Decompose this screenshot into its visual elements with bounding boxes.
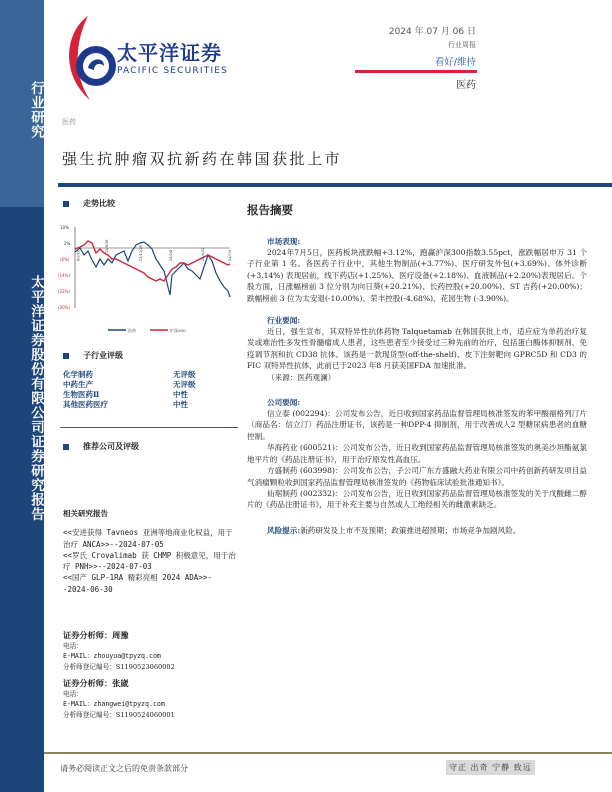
recommend-heading: 推荐公司及评级	[63, 441, 139, 452]
analyst-name: 证券分析师：张崴	[63, 678, 129, 688]
analyst-reg-number: 分析师登记编号：S1190523060002	[63, 662, 175, 671]
sidebar-category-label: 行业研究	[28, 81, 44, 139]
svg-text:医药: 医药	[128, 328, 136, 333]
svg-text:2%: 2%	[64, 241, 71, 246]
svg-text:23/11/28: 23/11/28	[139, 245, 143, 261]
sidebar	[0, 0, 44, 792]
risk-label: 风险提示:	[267, 525, 301, 535]
svg-text:24/7/4: 24/7/4	[228, 249, 232, 261]
table-row: 生物医药Ⅱ 中性	[63, 390, 188, 399]
related-report-link[interactable]: <<国产 GLP-1RA 精彩亮相 2024 ADA>>--2024-06-30	[63, 573, 212, 594]
analyst-card	[63, 677, 238, 720]
sector-label: 医药	[456, 80, 476, 91]
title-divider	[58, 183, 612, 187]
table-row: 其他医药医疗 中性	[63, 400, 188, 409]
square-bullet-icon	[63, 201, 69, 207]
page-title: 强生抗肿瘤双抗新药在韩国获批上市	[62, 150, 343, 168]
logo-chinese-name: 太平洋证券	[117, 41, 222, 65]
report-summary	[247, 202, 587, 536]
table-row: 化学制药 无评级	[63, 370, 196, 379]
svg-text:24/4/22: 24/4/22	[201, 247, 205, 261]
analyst-email[interactable]: E-MAIL：zhouyua@tpyzq.com	[63, 652, 161, 661]
industry-news-paragraph: 近日，强生宣布，其双特异性抗体药物 Talquetamab 在韩国获批上市，适应症为单药治疗复发或难治性多发性骨髓瘤成人患者，这些患者至少接受过三种先前的治疗，包括蛋白酶体抑制剂、免疫调节剂和抗 CD38 抗体。该药是一款现货型(off-the-shelf)、皮下注射靶向 GPRC5D 和 CD3 的FIC 双特异性抗体，此前已于2023 年8 月获美国FDA 加速批准。	[247, 327, 587, 371]
analyst-phone: 电话：	[63, 690, 83, 698]
analyst-phone: 电话：	[63, 642, 83, 650]
svg-text:23/9/16: 23/9/16	[105, 239, 109, 253]
breadcrumb: 医药	[62, 118, 76, 126]
svg-text:23/7/6: 23/7/6	[76, 250, 80, 262]
industry-rating: 看好/维持	[434, 57, 476, 68]
svg-text:(14%): (14%)	[58, 273, 71, 278]
analyst-reg-number: 分析师登记编号：S1190524060001	[63, 710, 175, 719]
square-bullet-icon	[63, 353, 69, 359]
footer-divider	[44, 752, 612, 754]
related-heading: 相关研究报告	[63, 509, 108, 518]
company-news-paragraph: 仙琚制药 (002332)：公司发布公告，近日收到国家药品监督管理局核准签发的关于戊酸雌二醇片的《药品注册证书》，用于补充主要与自然或人工绝经相关的雌激素缺乏。	[247, 488, 587, 510]
news-source: （来源：医药观澜）	[267, 372, 336, 382]
header-divider	[355, 70, 477, 73]
risk-text: 新药研发及上市不及预期；政策推进超预期；市场竞争加剧风险。	[300, 525, 521, 535]
related-report-link[interactable]: <<罗氏 Crovalimab 获 CHMP 积极意见，用于治疗 PNH>>--2024-07-03	[63, 550, 236, 572]
summary-heading: 报告摘要	[247, 203, 293, 217]
related-reports	[63, 508, 238, 595]
trend-chart	[58, 215, 238, 340]
table-divider	[60, 427, 238, 428]
svg-text:10%: 10%	[60, 225, 69, 230]
company-news-paragraph: 方盛制药 (603998)：公司发布公告，子公司广东方盛融大药业有限公司中药创新药研发项目益气消瘤颗粒收到国家药品监督管理局核准签发的《药物临床试验批准通知书》。	[247, 466, 587, 487]
analyst-email[interactable]: E-MAIL：zhangwei@tpyzq.com	[63, 700, 165, 709]
svg-text:(6%): (6%)	[60, 257, 70, 262]
related-report-link[interactable]: <<安进获得 Tavneos 亚洲等地商业化权益，用于治疗 ANCA>>--2024-07-05	[63, 528, 233, 549]
subindustry-rating-table	[63, 370, 233, 410]
company-news-title: 公司要闻:	[267, 398, 301, 408]
subindustry-heading: 子行业评级	[63, 350, 123, 361]
company-news-paragraph: 华海药业 (600521)：公司发布公告，近日收到国家药品监督管理局核准签发的奥美沙坦酯氨氯地平片的《药品注册证书》，用于治疗原发性高血压。	[247, 443, 587, 464]
market-section-title: 市场表现:	[267, 237, 301, 246]
analyst-name: 证券分析师：周豫	[63, 630, 129, 640]
svg-text:沪深300: 沪深300	[170, 328, 186, 333]
sidebar-company-label: 太平洋证券股份有限公司证券研究报告	[28, 274, 44, 522]
table-row: 中药生产 无评级	[63, 380, 196, 389]
disclaimer-notice: 请务必阅读正文之后的免责条款部分	[60, 764, 188, 773]
svg-text:(30%): (30%)	[58, 305, 71, 310]
company-news-paragraph: 信立泰 (002294)：公司发布公告，近日收到国家药品监督管理局核准签发的苯甲酸福格列汀片（商品名：信立汀）药品注册证书，该药是一种DPP-4 抑制剂，用于改善成人2 型糖尿病患者的血糖控制。	[247, 409, 587, 441]
logo-english-name: PACIFIC SECURITIES	[117, 66, 229, 76]
svg-text:(22%): (22%)	[58, 289, 71, 294]
report-date: 2024 年 07 月 06 日	[388, 27, 476, 37]
industry-news-title: 行业要闻:	[267, 316, 301, 326]
trend-heading: 走势比较	[63, 198, 115, 209]
market-paragraph: 2024年7月5日，医药板块涨跌幅+3.12%，跑赢沪深300指数3.55pct，涨跌幅居申万 31 个子行业第 1 名。各医药子行业中，其他生物制品(+3.77%)、医疗研发外包(+3.69%)、体外诊断 (+3.14%) 表现居前，线下药店(+1.25%)、医疗设备(+2.18%)、血液制品(+2.20%)表现居后。个股方面，日涨幅榜前 3 位分别为向日葵(+20.21%)、长药控股(+20.00%)、ST 吉药(+20.00%)；跌幅榜前 3 位为太安退(-10.00%)、荣丰控股(-4.68%)、花园生物 (-3.90%)。	[247, 248, 587, 303]
svg-text:24/2/8: 24/2/8	[169, 249, 173, 261]
analyst-card	[63, 629, 238, 672]
square-bullet-icon	[63, 444, 69, 450]
risk-warning	[247, 525, 587, 536]
company-motto: 守正 出奇 宁静 致远	[446, 760, 535, 775]
report-type: 行业周报	[448, 41, 476, 49]
